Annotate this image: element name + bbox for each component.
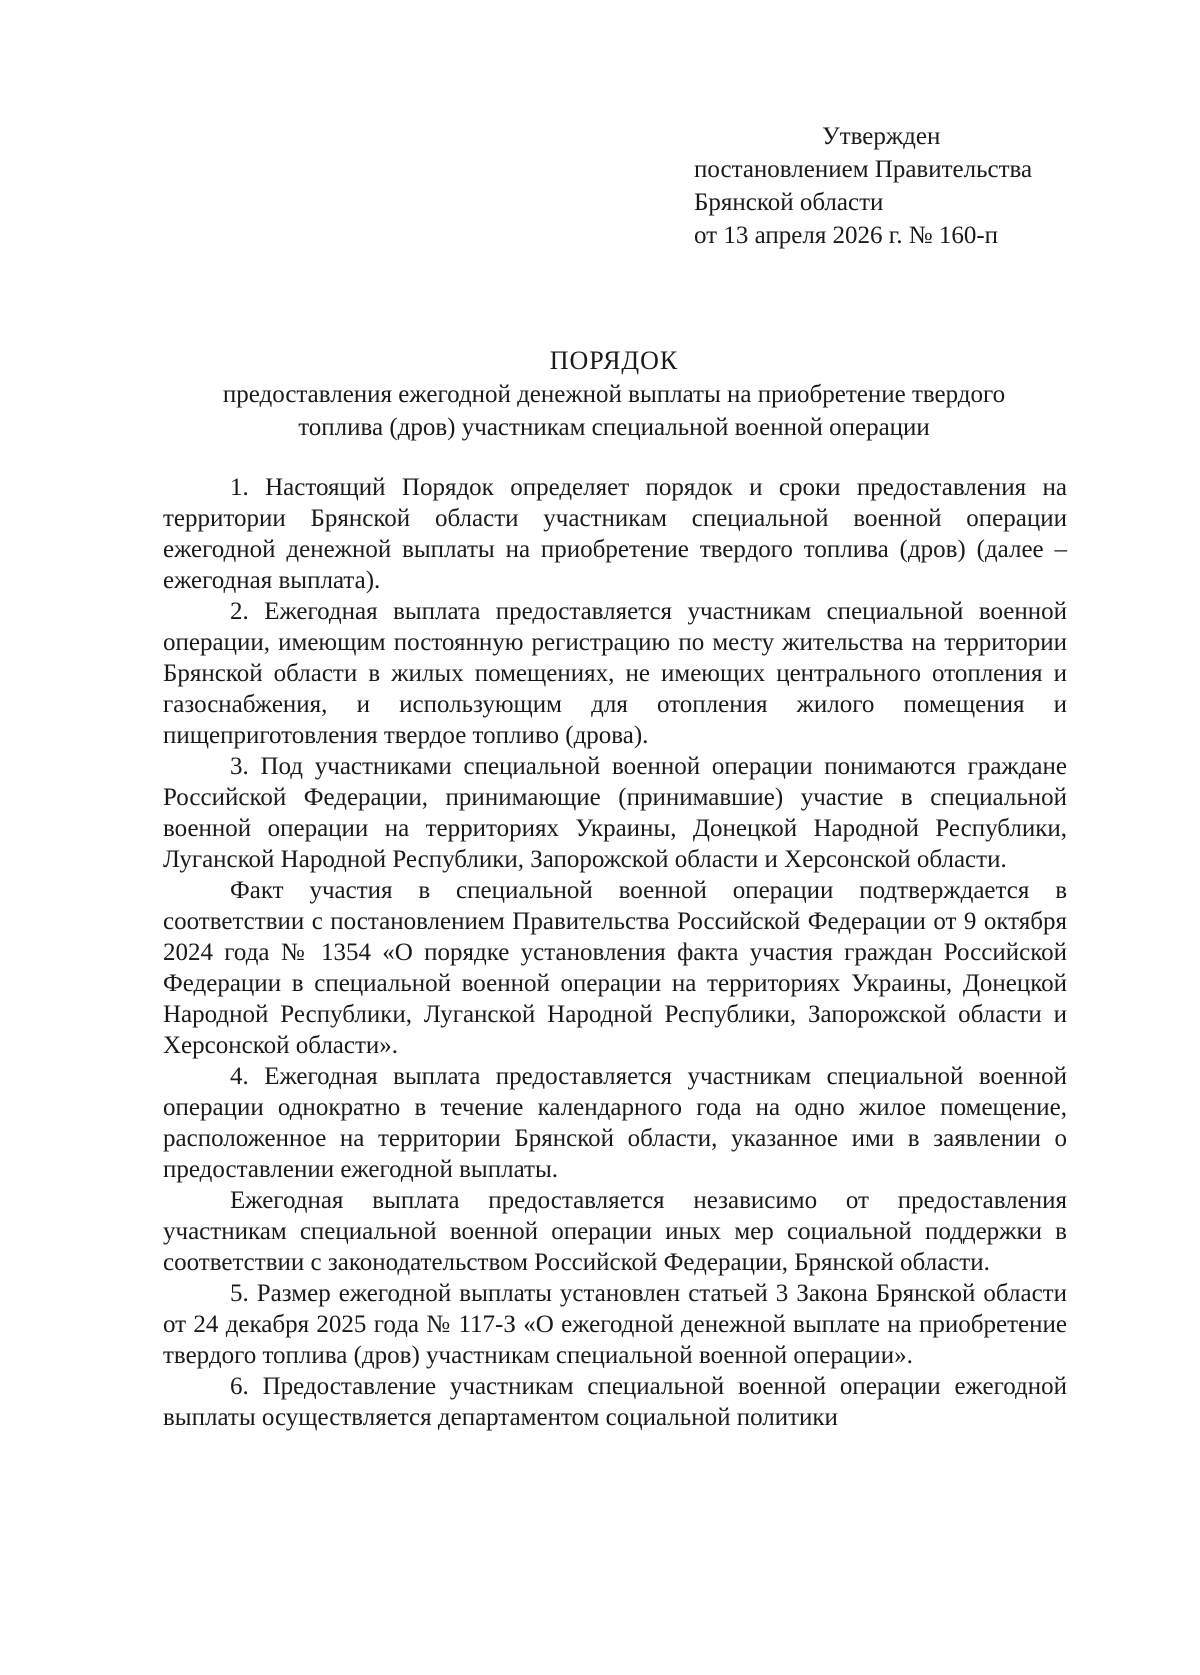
paragraph-2: 2. Ежегодная выплата предоставляется участникам специальной военной операции, имеющим постоянную регистрацию по месту жительства на территории Брянской области в жилых помещениях, не имеющих центрального отопления и газоснабжения, и использующим для отопления жилого помещения и пищеприготовления твердое топливо (дрова). [163,598,1067,749]
approval-line-4: от 13 апреля 2026 г. № 160-п [694,222,999,249]
paragraph-3-fact: Факт участия в специальной военной операции подтверждается в соответствии с постановлением Правительства Российской Федерации от 9 октября 2024 года № 1354 «О порядке установления факта участия граждан Российской Федерации в специальной военной операции на территориях Украины, Донецкой Народной Республики, Луганской Народной Республики, Запорожской области и Херсонской области». [163,877,1067,1059]
paragraph-5: 5. Размер ежегодной выплаты установлен статьей 3 Закона Брянской области от 24 декабря 2025 года № 117-З «О ежегодной денежной выплате на приобретение твердого топлива (дров) участникам специальной военной операции». [163,1280,1067,1369]
title-line-2: топлива (дров) участникам специальной военной операции [298,414,930,441]
approval-line-2: постановлением Правительства [694,156,1033,183]
approval-line-3: Брянской области [694,189,884,216]
approval-line-1: Утвержден [822,123,941,150]
title-heading: ПОРЯДОК [549,346,679,375]
paragraph-1: 1. Настоящий Порядок определяет порядок и сроки предоставления на территории Брянской области участникам специальной военной операции ежегодной денежной выплаты на приобретение твердого топлива (дров) (далее – ежегодная выплата). [163,474,1067,594]
title-line-1: предоставления ежегодной денежной выплаты на приобретение твердого [222,381,1006,408]
paragraph-4: 4. Ежегодная выплата предоставляется участникам специальной военной операции однократно в течение календарного года на одно жилое помещение, расположенное на территории Брянской области, указанное ими в заявлении о предоставлении ежегодной выплаты. [163,1063,1067,1183]
approval-stamp [694,120,1032,252]
document-body [163,472,1067,1433]
document-title [160,344,1068,444]
paragraph-3: 3. Под участниками специальной военной операции понимаются граждане Российской Федерации, принимающие (принимавшие) участие в специальной военной операции на территориях Украины, Донецкой Народной Республики, Луганской Народной Республики, Запорожской области и Херсонской области. [163,753,1067,873]
paragraph-6: 6. Предоставление участникам специальной военной операции ежегодной выплаты осуществляется департаментом социальной политики [163,1373,1067,1431]
paragraph-4-independence: Ежегодная выплата предоставляется независимо от предоставления участникам специальной военной операции иных мер социальной поддержки в соответствии с законодательством Российской Федерации, Брянской области. [163,1187,1067,1276]
